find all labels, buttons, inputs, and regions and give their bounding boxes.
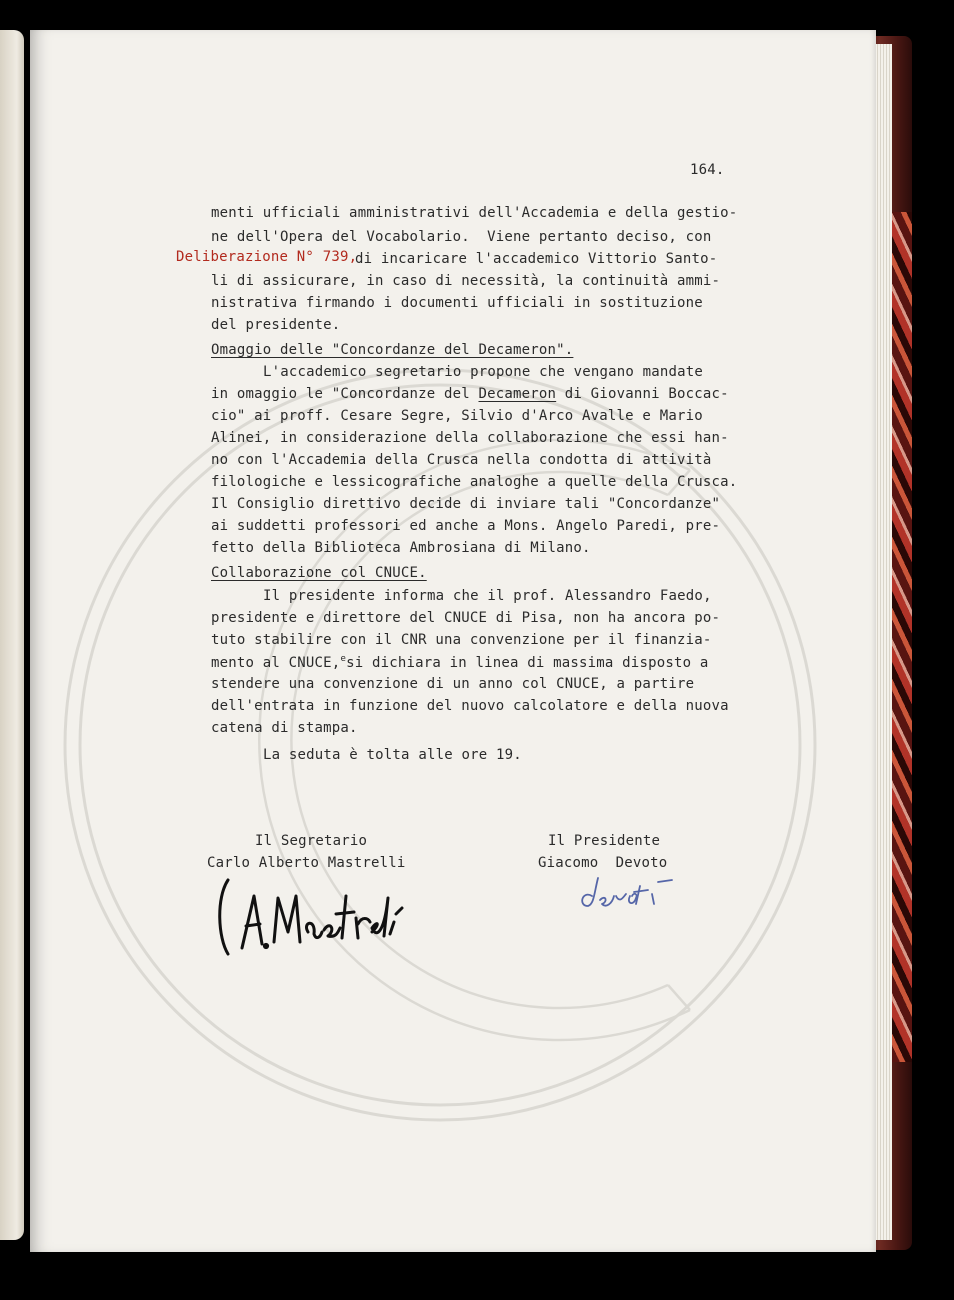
text-line: Il Consiglio direttivo decide di inviare tali "Concordanze" xyxy=(211,496,721,512)
closing-line: La seduta è tolta alle ore 19. xyxy=(263,747,522,763)
text-line: cio" ai proff. Cesare Segre, Silvio d'Arco Avalle e Mario xyxy=(211,408,703,424)
text-line: di incaricare l'accademico Vittorio Santo- xyxy=(355,251,718,267)
text-line: menti ufficiali amministrativi dell'Accademia e della gestio- xyxy=(211,205,738,221)
text-line: dell'entrata in funzione del nuovo calcolatore e della nuova xyxy=(211,698,729,714)
text-line: Alinei, in considerazione della collaborazione che essi han- xyxy=(211,430,729,446)
secretary-title: Il Segretario xyxy=(255,833,368,849)
text-line: ai suddetti professori ed anche a Mons. Angelo Paredi, pre- xyxy=(211,518,721,534)
text-line: in omaggio le "Concordanze del Decameron di Giovanni Boccac- xyxy=(211,386,729,402)
text-line: tuto stabilire con il CNR una convenzione per il finanzia- xyxy=(211,632,712,648)
section-heading-cnuce: Collaborazione col CNUCE. xyxy=(211,565,427,581)
text-line: fetto della Biblioteca Ambrosiana di Milano. xyxy=(211,540,591,556)
text-line: li di assicurare, in caso di necessità, la continuità ammi- xyxy=(211,273,721,289)
president-title: Il Presidente xyxy=(548,833,661,849)
text-line: nistrativa firmando i documenti ufficiali in sostituzione xyxy=(211,295,703,311)
text-line: ne dell'Opera del Vocabolario. Viene pertanto deciso, con xyxy=(211,229,712,245)
section-heading-omaggio: Omaggio delle "Concordanze del Decameron". xyxy=(211,342,574,358)
president-signature xyxy=(576,874,682,918)
text-line: mento al CNUCE,$^e$si dichiara in linea di massima disposto a xyxy=(211,654,709,671)
text-line: Il presidente informa che il prof. Alessandro Faedo, xyxy=(263,588,712,604)
text-line: L'accademico segretario propone che vengano mandate xyxy=(263,364,704,380)
text-line: stendere una convenzione di un anno col CNUCE, a partire xyxy=(211,676,695,692)
deliberation-stamp: Deliberazione N° 739, xyxy=(176,249,358,265)
text-line: no con l'Accademia della Crusca nella condotta di attività xyxy=(211,452,712,468)
text-line: filologiche e lessicografiche analoghe a quelle della Crusca. xyxy=(211,474,738,490)
text-line: del presidente. xyxy=(211,317,341,333)
president-name: Giacomo Devoto xyxy=(538,855,668,871)
secretary-signature xyxy=(212,868,412,964)
page-number: 164. xyxy=(690,162,725,178)
secretary-name: Carlo Alberto Mastrelli xyxy=(207,855,406,871)
left-page-edge xyxy=(0,30,24,1240)
text-line: catena di stampa. xyxy=(211,720,358,736)
text-line: presidente e direttore del CNUCE di Pisa, non ha ancora po- xyxy=(211,610,721,626)
